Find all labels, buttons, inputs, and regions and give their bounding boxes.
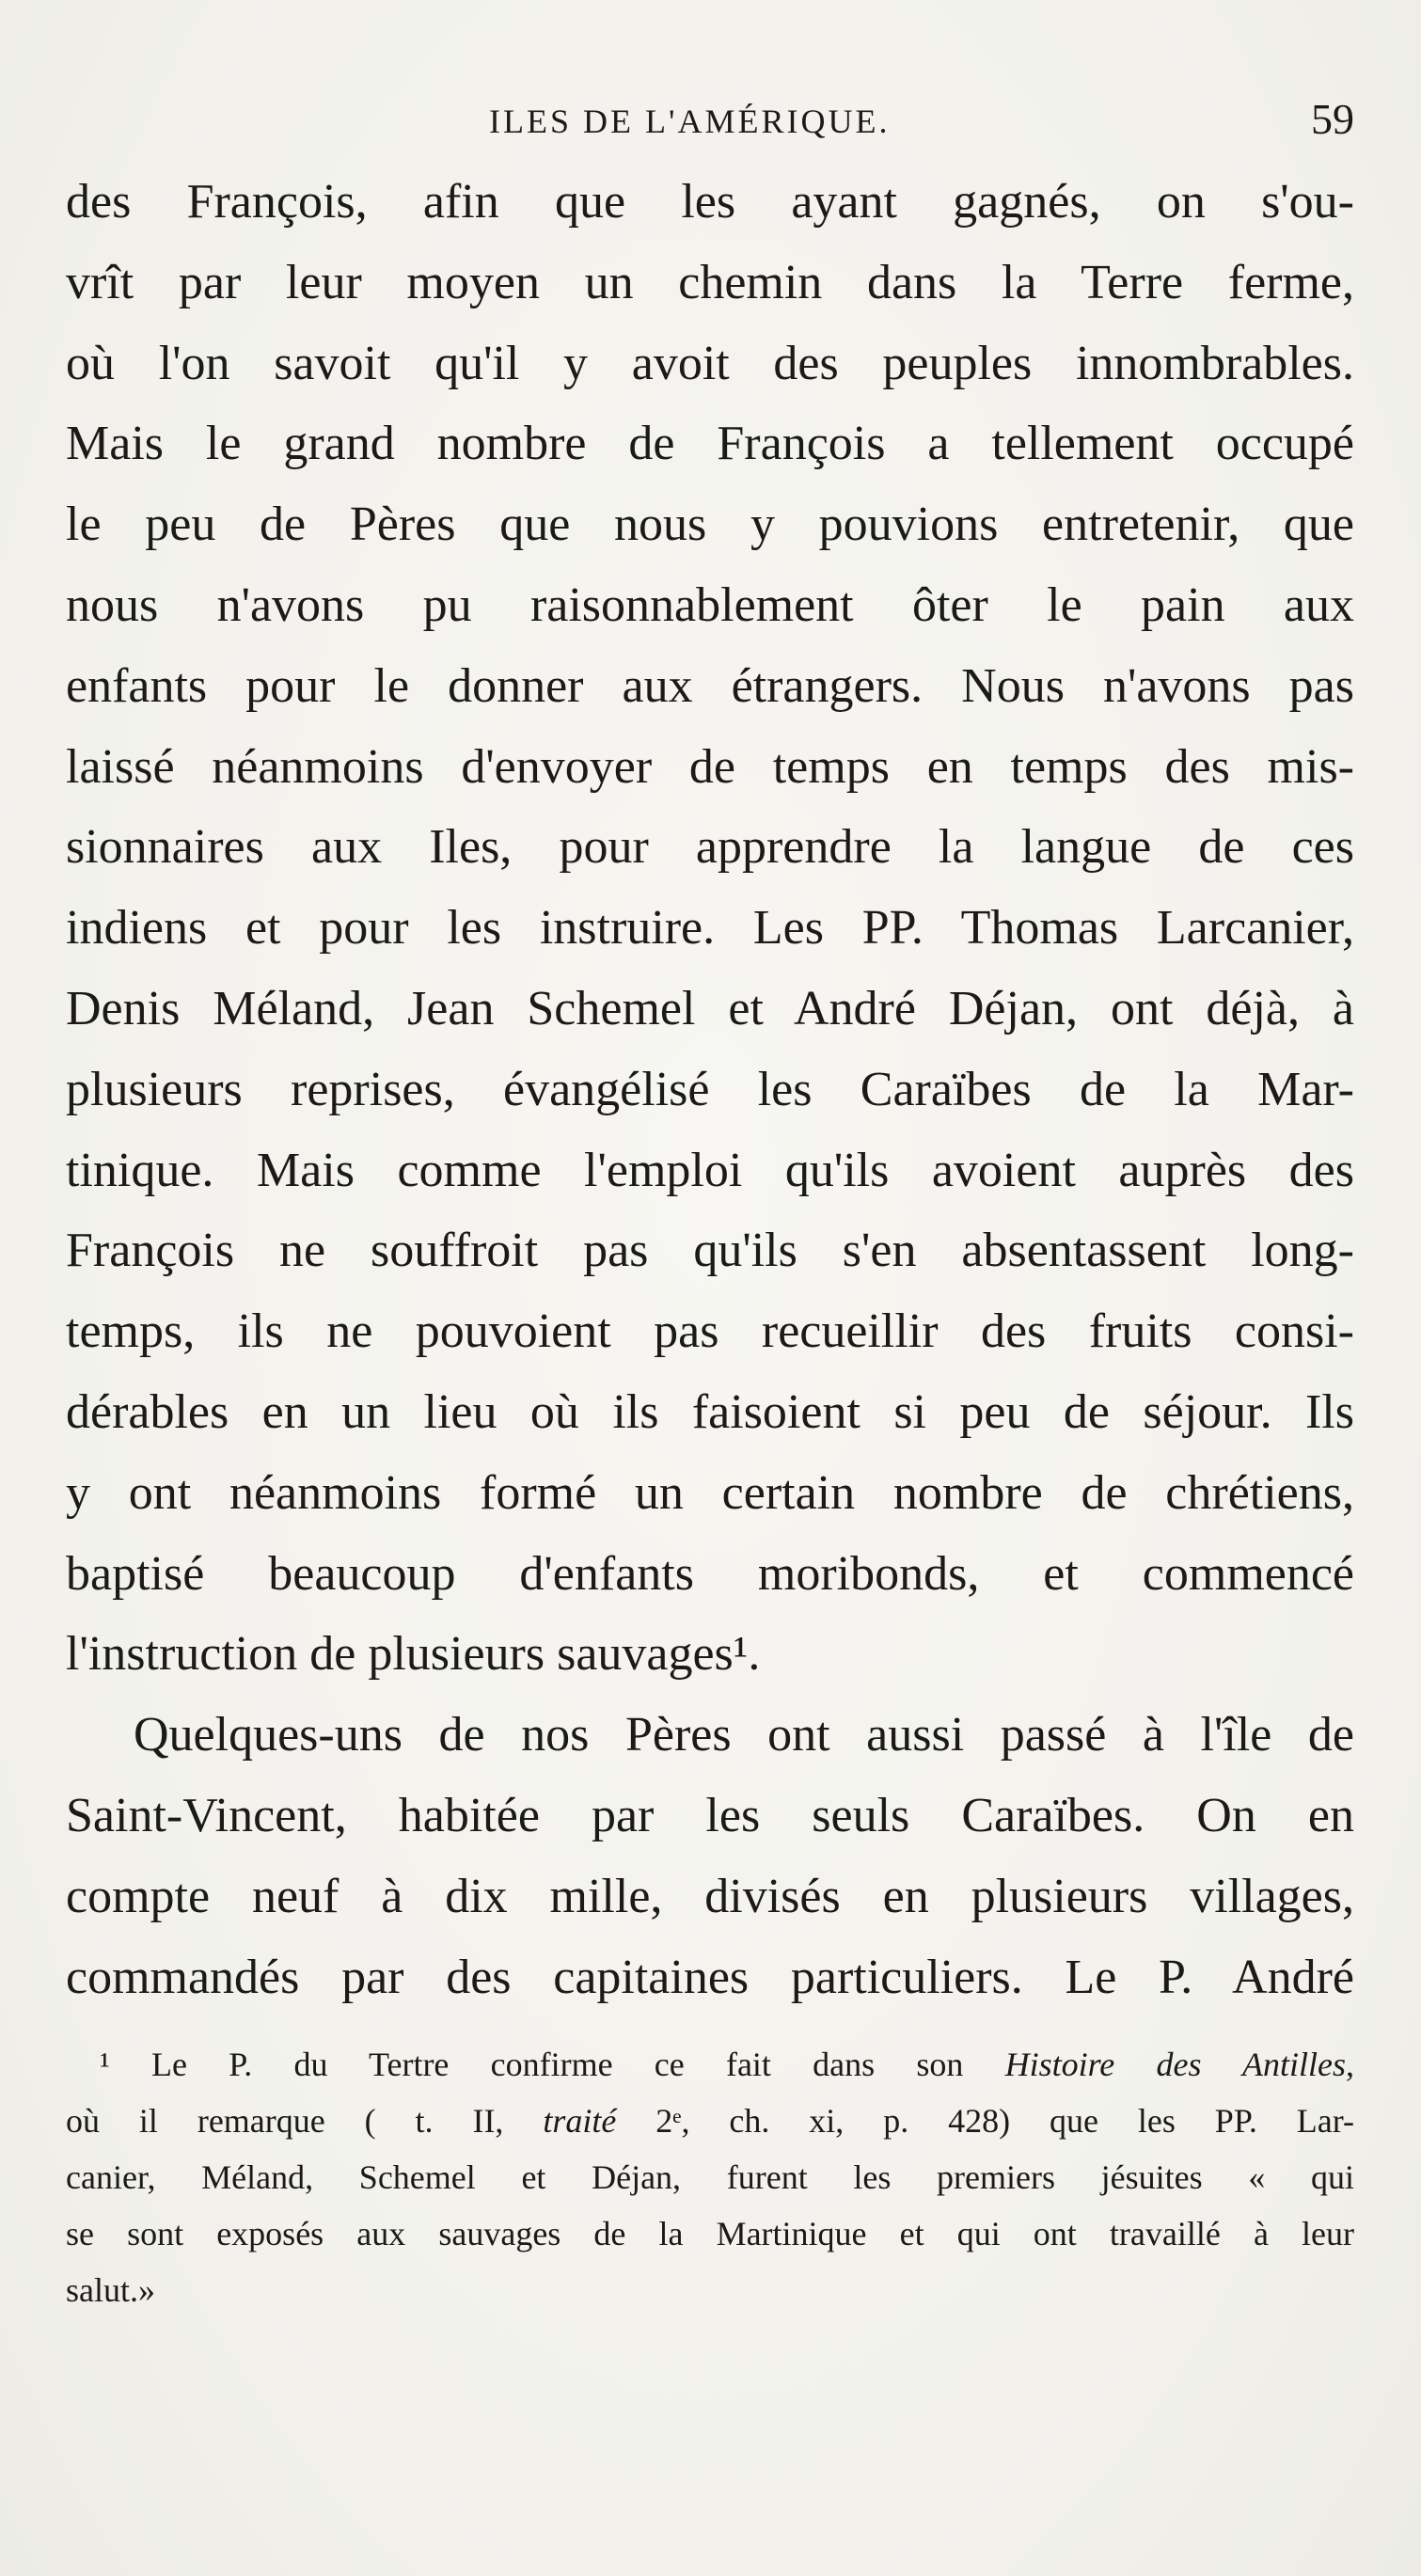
text-line: dérables en un lieu où ils faisoient si peu de séjour. Ils <box>66 1384 1354 1439</box>
footnote-line: canier, Méland, Schemel et Déjan, furent les premiers jésuites « qui <box>66 2158 1354 2196</box>
text-line: plusieurs reprises, évangélisé les Caraïbes de la Mar- <box>66 1062 1354 1116</box>
text-line: où l'on savoit qu'il y avoit des peuples innombrables. <box>66 336 1354 390</box>
treatise-italic: traité <box>543 2102 617 2140</box>
paragraph-start-line: Quelques-uns de nos Pères ont aussi passé à l'île de <box>134 1708 1354 1762</box>
footnote-line <box>66 2093 1354 2149</box>
book-title-italic: Histoire des Antilles <box>1004 2046 1346 2083</box>
text-line: indiens et pour les instruire. Les PP. Thomas Larcanier, <box>66 901 1354 956</box>
text-line: nous n'avons pu raisonnablement ôter le pain aux <box>66 577 1354 632</box>
text-line: laissé néanmoins d'envoyer de temps en temps des mis- <box>66 739 1354 794</box>
text-line: y ont néanmoins formé un certain nombre de chrétiens, <box>66 1465 1354 1520</box>
body-text <box>66 162 1354 2017</box>
text-line: François ne souffroit pas qu'ils s'en absentassent long- <box>66 1224 1354 1278</box>
running-head: ILES DE L'AMÉRIQUE. <box>489 103 891 140</box>
paragraph-end-line: l'instruction de plusieurs sauvages¹. <box>66 1627 761 1682</box>
footnote-line: salut.» <box>66 2271 155 2309</box>
footnote-line <box>66 2036 1354 2093</box>
text-line: vrît par leur moyen un chemin dans la Terre ferme, <box>66 255 1354 309</box>
text-line: le peu de Pères que nous y pouvions entretenir, que <box>66 498 1354 552</box>
footnote <box>66 2036 1354 2318</box>
text-line: commandés par des capitaines particuliers. Le P. André <box>66 1950 1354 2004</box>
footnote-text: ¹ Le P. du Tertre confirme ce fait dans son <box>100 2046 1005 2083</box>
page-header <box>66 94 1354 150</box>
text-line: enfants pour le donner aux étrangers. Nous n'avons pas <box>66 658 1354 713</box>
text-line: sionnaires aux Iles, pour apprendre la langue de ces <box>66 820 1354 875</box>
text-line: baptisé beaucoup d'enfants moribonds, et commencé <box>66 1546 1354 1601</box>
page-number: 59 <box>1311 95 1354 143</box>
text-line: Mais le grand nombre de François a tellement occupé <box>66 417 1354 471</box>
text-line: temps, ils ne pouvoient pas recueillir des fruits consi- <box>66 1304 1354 1359</box>
text-line: compte neuf à dix mille, divisés en plusieurs villages, <box>66 1869 1354 1923</box>
footnote-text: où il remarque ( t. II, <box>66 2102 544 2140</box>
text-line: des François, afin que les ayant gagnés, on s'ou- <box>66 175 1354 229</box>
text-line: Saint-Vincent, habitée par les seuls Caraïbes. On en <box>66 1788 1354 1842</box>
footnote-line: se sont exposés aux sauvages de la Martinique et qui ont travaillé à leur <box>66 2215 1354 2252</box>
footnote-text: , <box>1346 2046 1354 2083</box>
text-line: tinique. Mais comme l'emploi qu'ils avoient auprès des <box>66 1143 1354 1197</box>
text-line: Denis Méland, Jean Schemel et André Déjan, ont déjà, à <box>66 981 1354 1035</box>
footnote-text: 2ᵉ, ch. xi, p. 428) que les PP. Lar- <box>616 2102 1354 2140</box>
